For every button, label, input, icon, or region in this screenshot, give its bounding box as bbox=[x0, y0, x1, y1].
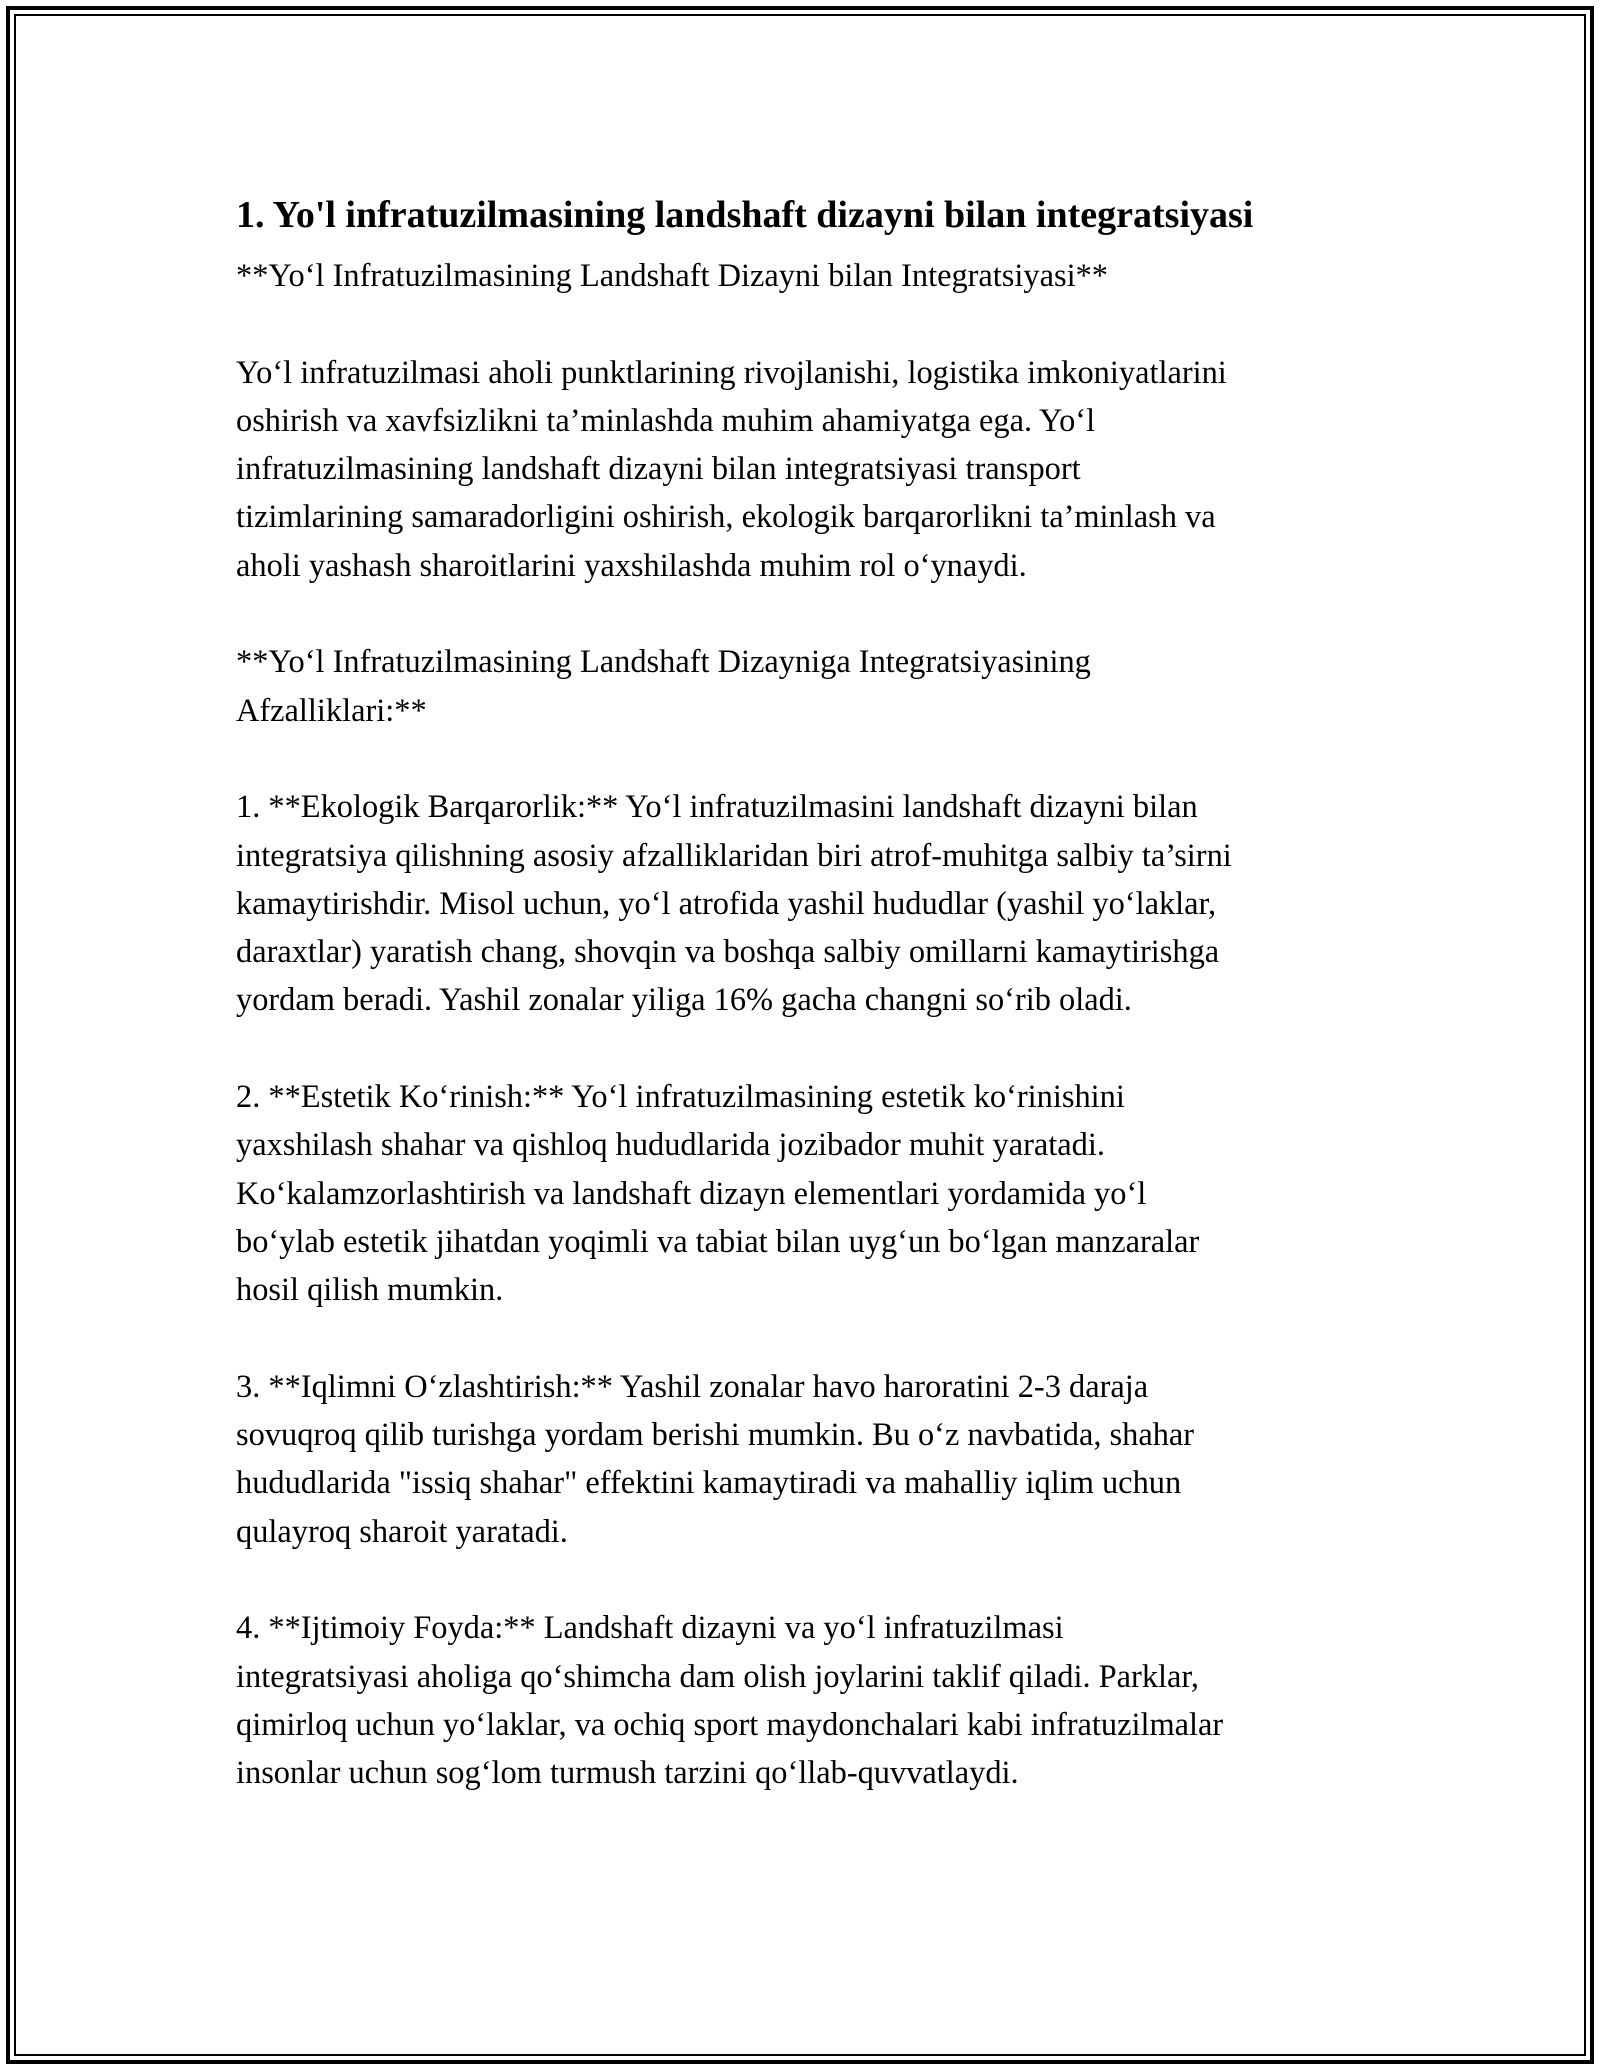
document-body: **Yo‘l Infratuzilmasining Landshaft Dizayni bilan Integratsiyasi** Yo‘l infratuzilmasi aholi punktlarining rivojlanishi, logistika imkoniyatlarini oshirish va xavfsizlikni ta’minlashda muhim ahamiyatga ega. Yo‘l infratuzilmasining landshaft dizayni bilan integratsiyasi transport tizimlarining samaradorligini oshirish, ekologik barqarorlikni ta’minlash va aholi yashash sharoitlarini yaxshilashda muhim rol o‘ynaydi. **Yo‘l Infratuzilmasining Landshaft Dizayniga Integratsiyasining Afzalliklari:** 1. **Ekologik Barqarorlik:** Yo‘l infratuzilmasini landshaft dizayni bilan integratsiya qilishning asosiy afzalliklaridan biri atrof-muhitga salbiy ta’sirni kamaytirishdir. Misol uchun, yo‘l atrofida yashil hududlar (yashil yo‘laklar, daraxtlar) yaratish chang, shovqin va boshqa salbiy omillarni kamaytirishga yordam beradi. Yashil zonalar yiliga 16% gacha changni so‘rib oladi. 2. **Estetik Ko‘rinish:** Yo‘l infratuzilmasining estetik ko‘rinishini yaxshilash shahar va qishloq hududlarida jozibador muhit yaratadi. Ko‘kalamzorlashtirish va landshaft dizayn elementlari yordamida yo‘l bo‘ylab estetik jihatdan yoqimli va tabiat bilan uyg‘un bo‘lgan manzaralar hosil qilish mumkin. 3. **Iqlimni O‘zlashtirish:** Yashil zonalar havo haroratini 2-3 daraja sovuqroq qilib turishga yordam berishi mumkin. Bu o‘z navbatida, shahar hududlarida "issiq shahar" effektini kamaytiradi va mahalliy iqlim uchun qulayroq sharoit yaratadi. 4. **Ijtimoiy Foyda:** Landshaft dizayni va yo‘l infratuzilmasi integratsiyasi aholiga qo‘shimcha dam olish joylarini taklif qiladi. Parklar, qimirloq uchun yo‘laklar, va ochiq sport maydonchalari kabi infratuzilmalar insonlar uchun sog‘lom turmush tarzini qo‘llab-quvvatlaydi. bbox=[236, 258, 1232, 1792]
document-content bbox=[236, 186, 1386, 1798]
document-title: 1. Yo'l infratuzilmasining landshaft dizayni bilan integratsiyasi bbox=[236, 194, 1254, 236]
